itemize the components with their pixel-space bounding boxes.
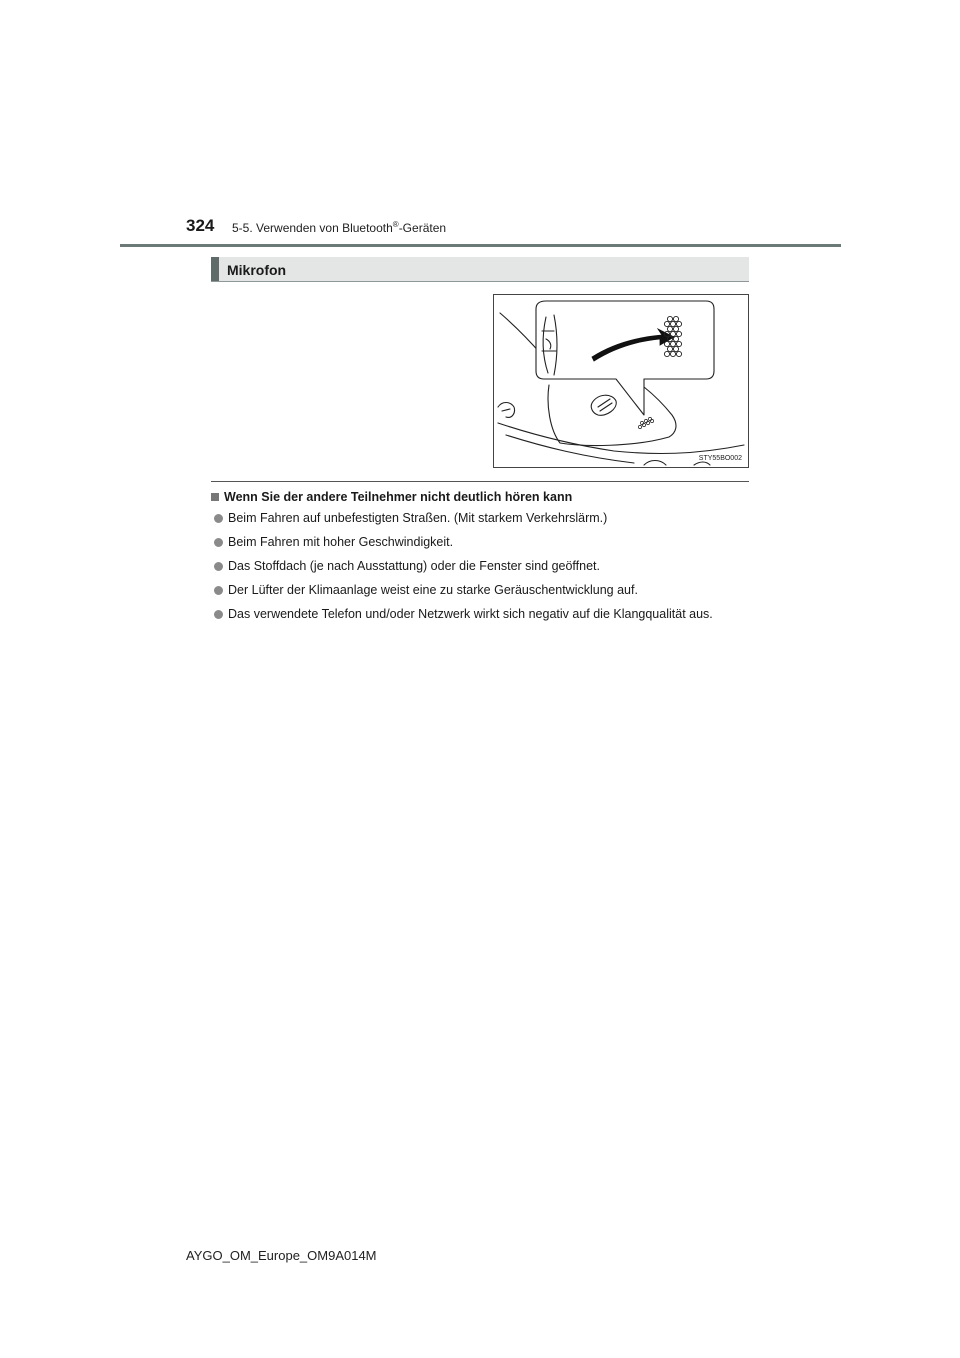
bullet-dot-icon [214,610,223,619]
bullet-dot-icon [214,514,223,523]
list-item [211,510,749,527]
list-item [211,558,749,575]
list-item-text: Beim Fahren mit hoher Geschwindigkeit. [228,535,454,549]
list-item [211,606,749,623]
microphone-illustration [493,294,749,468]
list-item-text: Das verwendete Telefon und/oder Netzwerk wirkt sich negativ auf die Klangqualität aus. [228,607,713,621]
condition-heading [211,488,749,506]
heading-title: Mikrofon [227,262,287,278]
header-rule [120,244,841,247]
footer-document-code: AYGO_OM_Europe_OM9A014M [186,1248,377,1263]
heading-bar [211,257,749,282]
list-item [211,534,749,551]
section-rule [211,481,749,482]
microphone-drawing [494,295,749,468]
list-item [211,582,749,599]
square-bullet-icon [211,493,219,501]
section-title-prefix: 5-5. Verwenden von Bluetooth [232,221,393,235]
registered-mark: ® [392,220,399,229]
condition-title: Wenn Sie der andere Teilnehmer nicht deutlich hören kann [224,490,573,504]
condition-section [211,488,749,630]
section-title [232,221,446,235]
condition-list [211,510,749,623]
page-number: 324 [186,216,215,235]
bullet-dot-icon [214,586,223,595]
list-item-text: Der Lüfter der Klimaanlage weist eine zu starke Geräuschentwicklung auf. [228,583,638,597]
bullet-dot-icon [214,538,223,547]
list-item-text: Beim Fahren auf unbefestigten Straßen. (Mit starkem Verkehrslärm.) [228,511,608,525]
bullet-dot-icon [214,562,223,571]
figure-code: STY55BO002 [698,455,742,462]
list-item-text: Das Stoffdach (je nach Ausstattung) oder die Fenster sind geöffnet. [228,559,600,573]
section-title-suffix: -Geräten [398,221,447,235]
heading-accent [211,257,219,281]
